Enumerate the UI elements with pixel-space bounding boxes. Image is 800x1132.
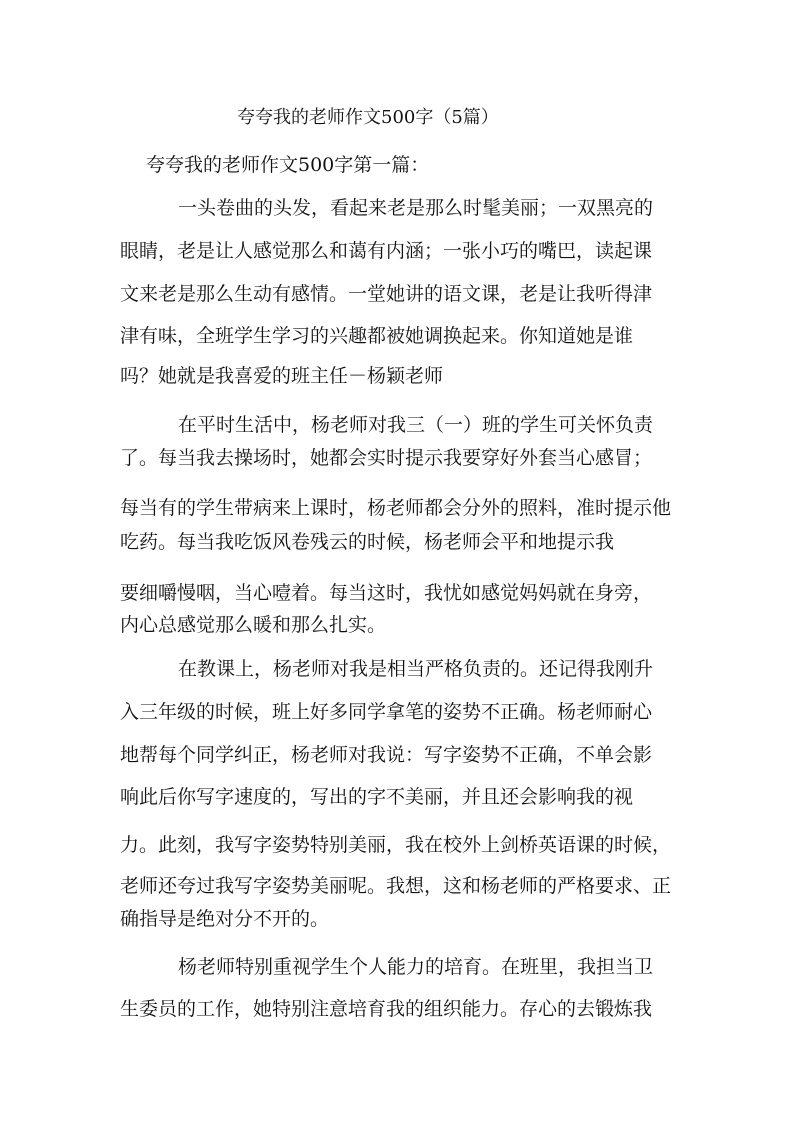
section-heading: 夸夸我的老师作文500字第一篇： bbox=[146, 154, 430, 176]
text-line: 在教课上，杨老师对我是相当严格负责的。还记得我刚升 bbox=[178, 658, 654, 680]
text-line: 地帮每个同学纠正，杨老师对我说：写字姿势不正确，不单会影 bbox=[120, 744, 653, 766]
text-line: 津有味，全班学生学习的兴趣都被她调换起来。你知道她是谁 bbox=[120, 325, 634, 347]
document-title: 夸夸我的老师作文500字（5篇） bbox=[237, 107, 499, 128]
text-line: 文来老是那么生动有感情。一堂她讲的语文课，老是让我听得津 bbox=[120, 283, 653, 305]
text-line: 内心总感觉那么暖和那么扎实。 bbox=[120, 614, 387, 636]
text-line: 杨老师特别重视学生个人能力的培育。在班里，我担当卫 bbox=[178, 956, 654, 978]
text-line: 力。此刻，我写字姿势特别美丽，我在校外上剑桥英语课的时候， bbox=[120, 834, 672, 856]
text-line: 吃药。每当我吃饭风卷残云的时候，杨老师会平和地提示我 bbox=[120, 531, 615, 553]
text-line: 老师还夸过我写字姿势美丽呢。我想，这和杨老师的严格要求、正 bbox=[120, 875, 672, 897]
text-line: 响此后你写字速度的，写出的字不美丽，并且还会影响我的视 bbox=[120, 786, 634, 808]
text-line: 了。每当我去操场时，她都会实时提示我要穿好外套当心感冒； bbox=[120, 447, 653, 469]
text-line: 一头卷曲的头发，看起来老是那么时髦美丽；一双黑亮的 bbox=[178, 197, 654, 219]
text-line: 吗？她就是我喜爱的班主任－杨颖老师 bbox=[120, 365, 444, 387]
text-line: 入三年级的时候，班上好多同学拿笔的姿势不正确。杨老师耐心 bbox=[120, 701, 653, 723]
text-line: 每当有的学生带病来上课时，杨老师都会分外的照料，准时提示他 bbox=[120, 497, 672, 519]
text-line: 在平时生活中，杨老师对我三（一）班的学生可关怀负责 bbox=[178, 414, 654, 436]
text-line: 生委员的工作，她特别注意培育我的组织能力。存心的去锻炼我 bbox=[120, 998, 653, 1020]
text-line: 要细嚼慢咽，当心噎着。每当这时，我忧如感觉妈妈就在身旁， bbox=[120, 582, 653, 604]
text-line: 眼睛，老是让人感觉那么和蔼有内涵；一张小巧的嘴巴，读起课 bbox=[120, 240, 653, 262]
text-line: 确指导是绝对分不开的。 bbox=[120, 908, 330, 930]
